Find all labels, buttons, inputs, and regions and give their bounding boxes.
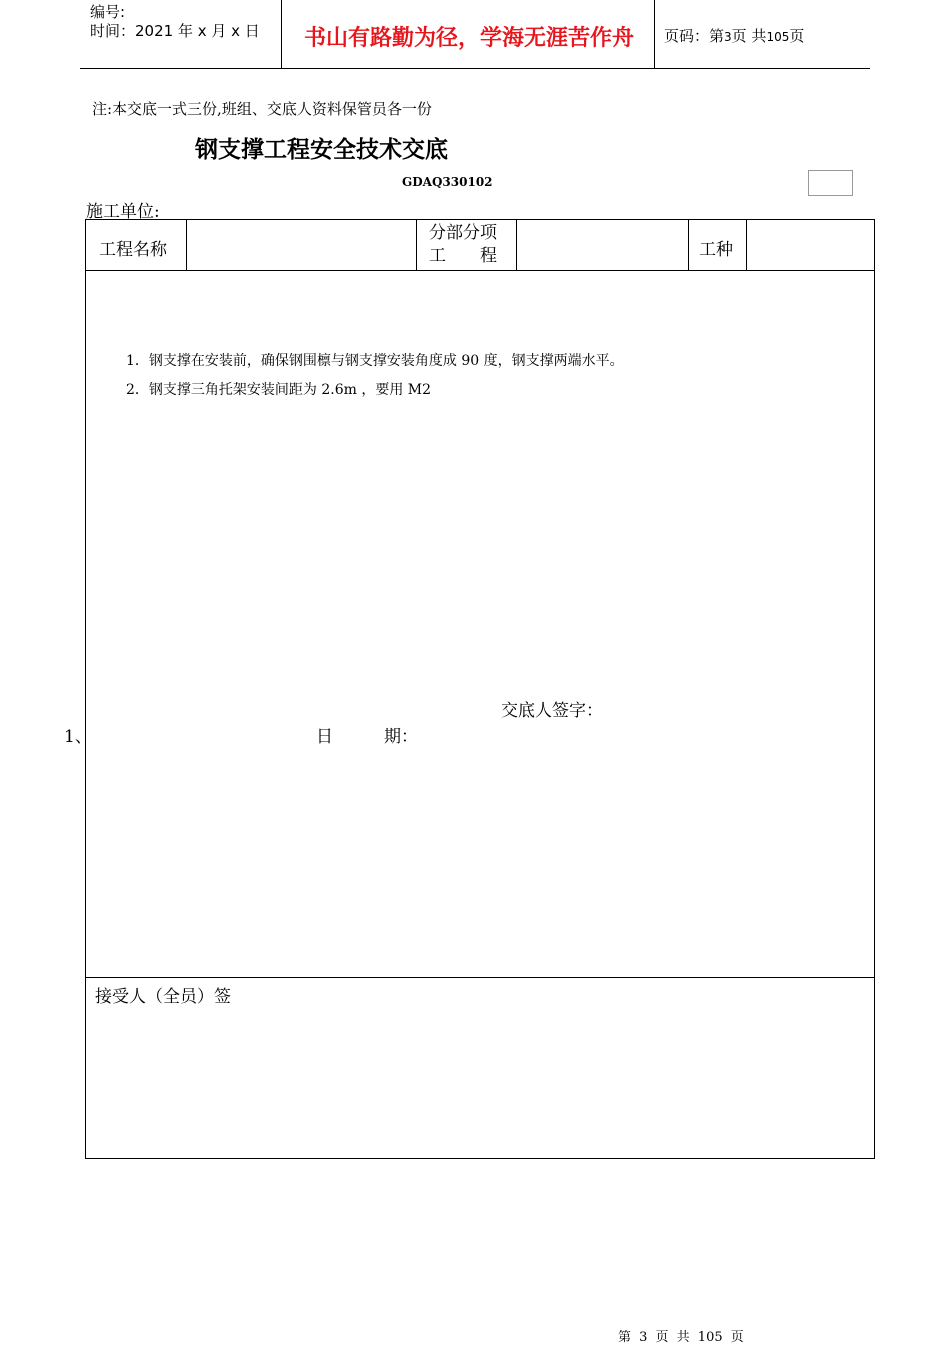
sub-item-label-line1: 分部分项 (429, 223, 497, 243)
serial-label: 编号: (90, 3, 126, 21)
sub-item-label (429, 222, 497, 268)
time-label: 时间：2021 年 x 月 x 日 (90, 22, 260, 40)
receiver-sign-label: 接受人（全员）签 (95, 987, 231, 1007)
disclosure-item: 1．钢支撑在安装前，确保钢围檩与钢支撑安装角度成 90 度，钢支撑两端水平。 (126, 353, 624, 369)
stamp-box (808, 170, 853, 196)
column-divider (416, 220, 417, 270)
disclosure-items (126, 347, 624, 405)
page-indicator (664, 25, 804, 46)
project-name-label: 工程名称 (99, 240, 167, 260)
disclosure-item: 2．钢支撑三角托架安装间距为 2.6m ，要用 M2 (126, 382, 432, 398)
page-number: 3 (724, 30, 732, 44)
distribution-note: 注:本交底一式三份,班组、交底人资料保管员各一份 (92, 100, 432, 118)
page-total: 105 (766, 30, 790, 44)
column-divider (516, 220, 517, 270)
column-divider (186, 220, 187, 270)
page-header (80, 0, 870, 69)
row-divider (86, 977, 874, 978)
column-divider (688, 220, 689, 270)
date-label: 日 期： (316, 727, 418, 747)
row-divider (86, 270, 874, 271)
column-divider (746, 220, 747, 270)
construction-unit-label: 施工单位: (86, 202, 160, 222)
header-info (90, 3, 260, 41)
page-footer: 第 3 页 共 105 页 (618, 1330, 744, 1345)
document-code: GDAQ330102 (402, 175, 493, 189)
margin-marker: 1、 (64, 727, 92, 747)
page-mid: 页 共 (731, 27, 767, 45)
motto: 书山有路勤为径，学海无涯苦作舟 (303, 26, 634, 51)
disclosure-table (85, 219, 875, 1159)
sub-item-label-line2: 工 程 (429, 246, 497, 266)
document-title: 钢支撑工程安全技术交底 (195, 137, 448, 163)
trade-label: 工种 (699, 240, 733, 260)
discloser-sign-label: 交底人签字： (501, 701, 603, 721)
page-suffix: 页 (789, 27, 805, 45)
page-prefix: 页码：第 (664, 27, 725, 45)
